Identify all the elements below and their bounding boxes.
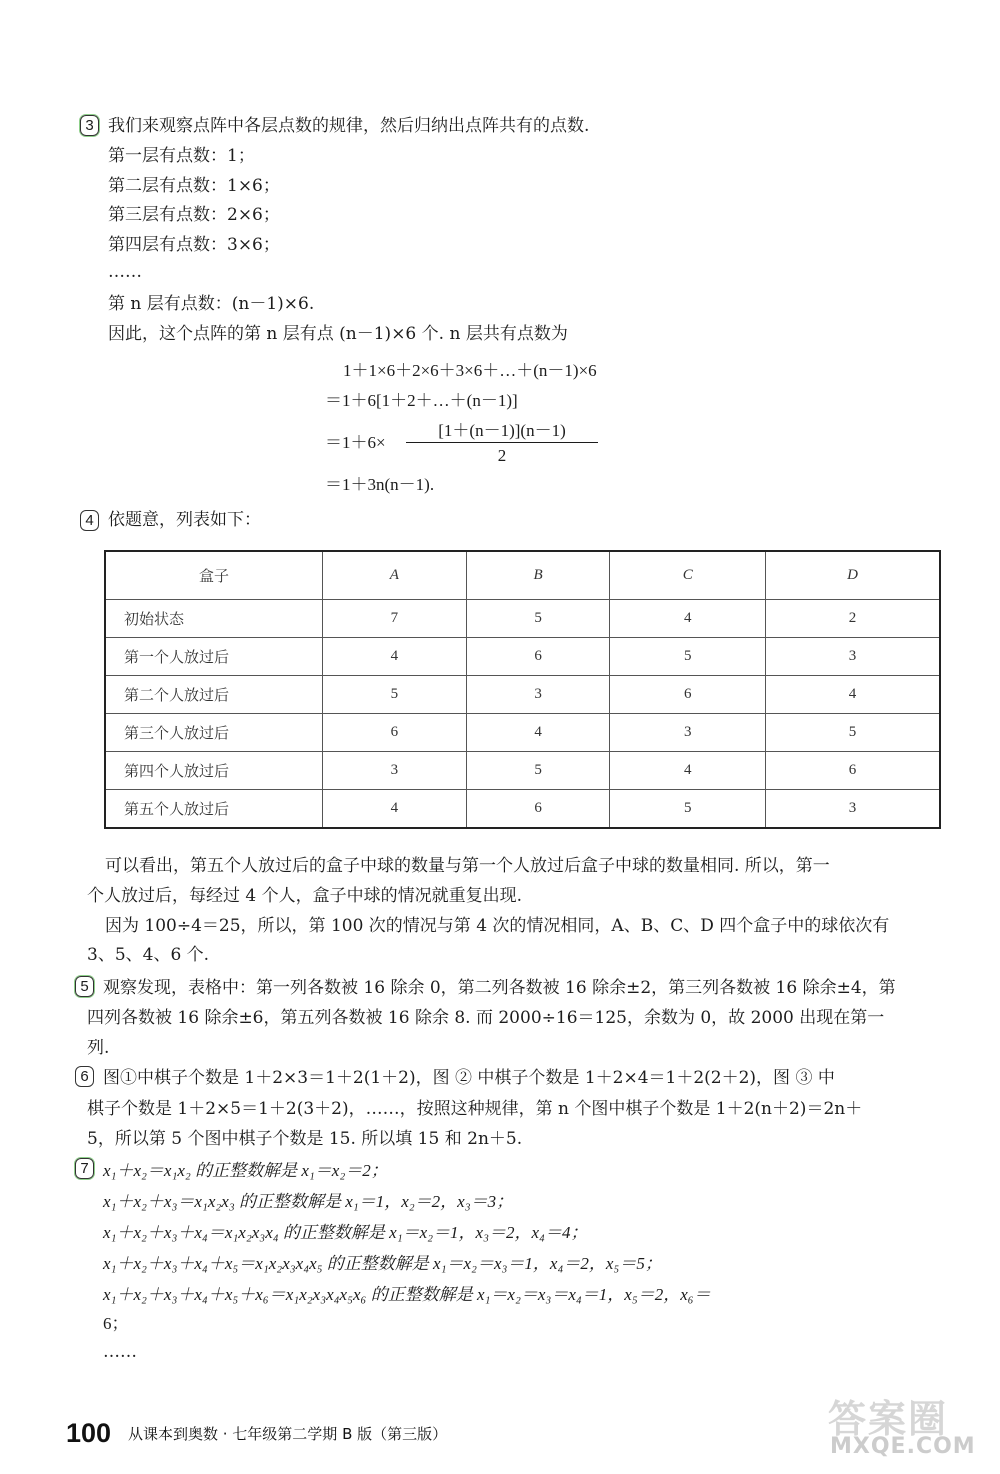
s7-line: x₁＋x₂＋x₃＋x₄＋x₅＝x₁x₂x₃x₄x₅ 的正整数解是 x₁＝x₂＝x₃＝1，x₄＝2，x₅＝5； — [103, 1254, 662, 1273]
watermark-text-top: 答案圈 — [828, 1397, 949, 1441]
s3-equation-1: 1＋1×6＋2×6＋3×6＋…＋(n－1)×6 — [343, 361, 597, 380]
box-ball-table — [104, 550, 941, 829]
problem-number-5: 5 — [75, 976, 94, 997]
s5-line: 四列各数被 16 除余±6，第五列各数被 16 除余 8. 而 2000÷16＝125，余数为 0，故 2000 出现在第一 — [87, 1008, 885, 1028]
table-cell: 3 — [766, 790, 940, 829]
watermark-text-bottom: MXQE.COM — [830, 1434, 976, 1459]
table-cell: 4 — [610, 752, 766, 790]
table-cell: 第三个人放过后 — [105, 714, 323, 752]
table-cell: 第二个人放过后 — [105, 676, 323, 714]
problem-number-4: 4 — [80, 510, 99, 531]
table-cell: 6 — [466, 790, 610, 829]
table-cell: 4 — [323, 790, 467, 829]
s3-fraction-numerator: [1＋(n－1)](n－1) — [438, 421, 566, 440]
table-cell: 5 — [323, 676, 467, 714]
s5-line: 观察发现，表格中：第一列各数被 16 除余 0，第二列各数被 16 除余±2，第三列各数被 16 除余±4，第 — [103, 978, 896, 998]
problem-number-7: 7 — [75, 1158, 94, 1179]
table-row — [105, 714, 940, 752]
s3-equation-4: ＝1＋3n(n－1). — [325, 475, 435, 494]
s3-line: 第四层有点数：3×6； — [108, 235, 280, 255]
table-cell: 6 — [610, 676, 766, 714]
s3-equation-2: ＝1＋6[1＋2＋…＋(n－1)] — [325, 391, 518, 410]
s7-line: x₁＋x₂＋x₃＝x₁x₂x₃ 的正整数解是 x₁＝1，x₂＝2，x₃＝3； — [103, 1192, 514, 1211]
s3-line: 第三层有点数：2×6； — [108, 205, 280, 225]
table-cell: 第四个人放过后 — [105, 752, 323, 790]
s7-line: …… — [103, 1342, 137, 1362]
s7-line: x₁＋x₂＋x₃＋x₄＋x₅＋x₆＝x₁x₂x₃x₄x₅x₆ 的正整数解是 x₁＝x₂＝x₃＝x₄＝1，x₅＝2，x₆＝ — [103, 1285, 711, 1304]
s7-line: 6； — [103, 1314, 129, 1333]
table-cell: 第一个人放过后 — [105, 638, 323, 676]
table-cell: 7 — [323, 600, 467, 638]
table-cell: 2 — [766, 600, 940, 638]
s7-line: x₁＋x₂＋x₃＋x₄＝x₁x₂x₃x₄ 的正整数解是 x₁＝x₂＝1，x₃＝2，x₄＝4； — [103, 1223, 588, 1242]
table-cell: 5 — [610, 790, 766, 829]
s5-line: 列. — [87, 1038, 110, 1058]
table-cell: 4 — [610, 600, 766, 638]
table-row — [105, 752, 940, 790]
s4-after-line: 个人放过后，每经过 4 个人，盒子中球的情况就重复出现. — [87, 886, 523, 906]
s4-after-line: 可以看出，第五个人放过后的盒子中球的数量与第一个人放过后盒子中球的数量相同. 所以，第一 — [105, 856, 830, 876]
s3-line: 因此，这个点阵的第 n 层有点 (n－1)×6 个. n 层共有点数为 — [108, 324, 568, 344]
table-cell: 3 — [766, 638, 940, 676]
watermark-logo — [818, 1388, 978, 1464]
table-header-cell: 盒子 — [105, 551, 323, 600]
s3-line: …… — [108, 262, 142, 282]
s3-intro: 我们来观察点阵中各层点数的规律，然后归纳出点阵共有的点数. — [108, 116, 590, 136]
book-title: 从课本到奥数 · 七年级第二学期 B 版（第三版） — [128, 1425, 448, 1443]
s3-line: 第 n 层有点数：(n－1)×6. — [108, 294, 315, 314]
table-row — [105, 790, 940, 829]
s4-after-line: 因为 100÷4＝25，所以，第 100 次的情况与第 4 次的情况相同，A、B、C、D 四个盒子中的球依次有 — [105, 916, 890, 936]
table-cell: 4 — [323, 638, 467, 676]
table-cell: 3 — [323, 752, 467, 790]
table-cell: 第五个人放过后 — [105, 790, 323, 829]
s4-after-line: 3、5、4、6 个. — [87, 945, 210, 965]
table-cell: 4 — [466, 714, 610, 752]
s4-intro: 依题意，列表如下： — [108, 510, 261, 530]
s3-fraction-denominator: 2 — [497, 446, 507, 465]
table-cell: 5 — [466, 600, 610, 638]
table-header-cell: C — [610, 551, 766, 600]
table-cell: 3 — [466, 676, 610, 714]
table-row — [105, 600, 940, 638]
s6-line: 5，所以第 5 个图中棋子个数是 15. 所以填 15 和 2n＋5. — [87, 1129, 523, 1149]
table-cell: 6 — [323, 714, 467, 752]
s3-line: 第一层有点数：1； — [108, 146, 255, 166]
page-number: 100 — [66, 1418, 112, 1448]
s3-line: 第二层有点数：1×6； — [108, 176, 280, 196]
problem-number-3: 3 — [80, 115, 99, 136]
table-cell: 6 — [766, 752, 940, 790]
s3-equation-3-prefix: ＝1＋6× — [325, 433, 386, 452]
table-header-cell: A — [323, 551, 467, 600]
table-row — [105, 638, 940, 676]
table-cell: 6 — [466, 638, 610, 676]
table-header-cell: D — [766, 551, 940, 600]
problem-number-6: 6 — [75, 1066, 94, 1087]
s6-line: 棋子个数是 1＋2×5＝1＋2(3＋2)，……，按照这种规律，第 n 个图中棋子个数是 1＋2(n＋2)＝2n＋ — [87, 1099, 863, 1119]
table-cell: 4 — [766, 676, 940, 714]
s7-line: x₁＋x₂＝x₁x₂ 的正整数解是 x₁＝x₂＝2； — [103, 1161, 388, 1180]
table-cell: 5 — [766, 714, 940, 752]
table-cell: 5 — [466, 752, 610, 790]
s6-line: 图①中棋子个数是 1＋2×3＝1＋2(1＋2)，图 ② 中棋子个数是 1＋2×4＝1＋2(2＋2)，图 ③ 中 — [103, 1068, 835, 1088]
table-cell: 3 — [610, 714, 766, 752]
table-cell: 初始状态 — [105, 600, 323, 638]
table-cell: 5 — [610, 638, 766, 676]
table-header-cell: B — [466, 551, 610, 600]
s3-fraction-bar — [406, 442, 598, 443]
table-row — [105, 676, 940, 714]
table-header-row — [105, 551, 940, 600]
